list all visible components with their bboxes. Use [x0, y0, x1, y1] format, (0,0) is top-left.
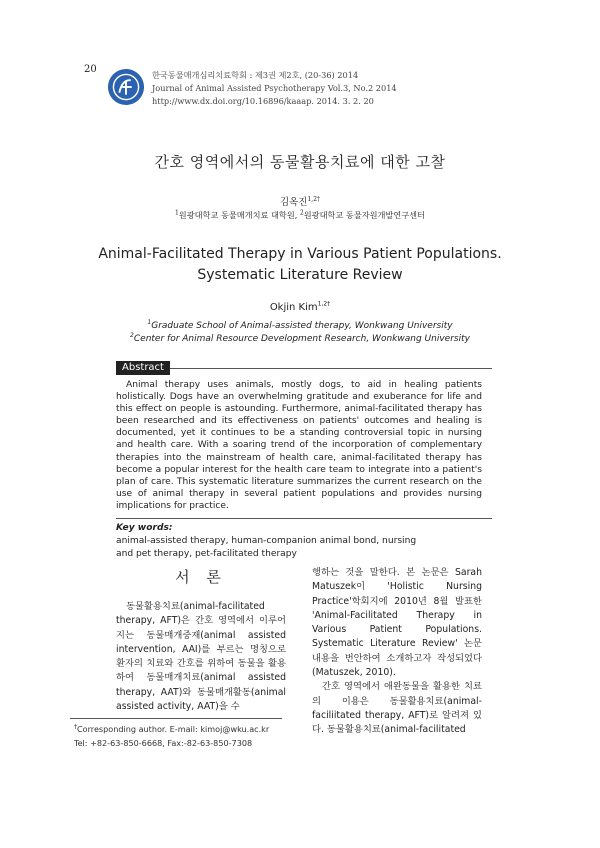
journal-header	[152, 69, 397, 108]
english-aff2-text: Center for Animal Resource Development Research, Wonkwang University	[133, 334, 470, 344]
abstract-label: Abstract	[116, 361, 170, 375]
korean-aff2: 원광대학교 동물자원개발연구센터	[303, 210, 426, 220]
korean-author-sup: 1,2†	[307, 195, 321, 203]
column2-paragraph2: 간호 영역에서 애완동물을 활용한 치료의 이용은 동물활용치료(animal-faciliitated therapy, AFT)로 알려져 있다. 동물활용치료(animal-facilitated	[312, 681, 482, 736]
section-heading: 서 론	[175, 568, 227, 586]
keywords-rule	[116, 518, 492, 519]
footnote-email: Corresponding author. E-mail: kimoj@wku.ac.kr	[77, 724, 270, 734]
english-affiliation-2	[0, 333, 600, 346]
journal-logo	[107, 68, 145, 106]
keywords	[116, 522, 492, 561]
column1-paragraph: 동물활용치료(animal-facilitated therapy, AFT)은 간호 영역에서 이루어지는 동물매개중재(animal assisted intervention, AAI)를 부르는 명칭으로 환자의 치료와 간호를 위하여 동물을 활용하여 동물매개치료(animal assisted therapy, AAT)와 동물매개활동(animal assisted activity, AAT)을 수	[116, 601, 286, 713]
english-author-sup: 1,2†	[317, 300, 331, 308]
english-aff1-sup: 1	[147, 319, 152, 326]
keywords-text: animal-assisted therapy, human-companion animal bond, nursing and pet therapy, pet-facilitated therapy	[116, 536, 417, 559]
footnote-line1	[74, 722, 269, 736]
korean-aff1: 원광대학교 동물매개치료 대학원,	[178, 210, 300, 220]
footnote	[74, 722, 269, 750]
english-affiliations	[0, 320, 600, 346]
journal-header-line2: Journal of Animal Assisted Psychotherapy Vol.3, No.2 2014	[152, 83, 397, 93]
footnote-mark: †	[74, 723, 77, 731]
english-title-line1: Animal-Facilitated Therapy in Various Patient Populations.	[98, 246, 502, 262]
journal-header-doi: http://www.dx.doi.org/10.16896/kaaap. 2014. 3. 2. 20	[152, 96, 374, 106]
korean-author	[0, 194, 600, 208]
english-author	[0, 302, 600, 313]
english-author-name: Okjin Kim	[269, 302, 318, 313]
column2-paragraph1: 행하는 것을 말한다. 본 논문은 Sarah Matuszek이 'Holistic Nursing Practice'학회지에 2010년 8월 발표한 'Animal-Facilitated Therapy in Various Patient Populations. Systematic Literature Review' 논문 내용을 번안하여 소개하고자 작성되었다(Matuszek, 2010).	[312, 567, 482, 679]
korean-aff-sup2: 2	[299, 209, 304, 217]
english-aff2-sup: 2	[130, 332, 134, 339]
page-number: 20	[84, 64, 97, 75]
column2	[312, 566, 482, 738]
english-title-line2: Systematic Literature Review	[197, 267, 403, 283]
korean-title: 간호 영역에서의 동물활용치료에 대한 고찰	[154, 153, 446, 171]
footnote-line2: Tel: +82-63-850-6668, Fax:-82-63-850-7308	[74, 738, 253, 748]
korean-author-name: 김옥진	[279, 197, 308, 208]
english-title	[60, 244, 540, 286]
journal-header-line1: 한국동물매개심리치료학회 : 제3권 제2호, (20-36) 2014	[152, 70, 359, 80]
english-affiliation-1	[0, 320, 600, 333]
english-aff1-text: Graduate School of Animal-assisted therapy, Wonkwang University	[151, 321, 453, 331]
korean-affiliation	[0, 210, 600, 221]
abstract-rule	[166, 368, 492, 369]
footnote-rule	[70, 718, 282, 719]
keywords-label: Key words:	[116, 523, 173, 533]
korean-aff-sup1: 1	[174, 209, 179, 217]
abstract-text: Animal therapy uses animals, mostly dogs, to aid in healing patients holistically. Dogs have an overwhelming gratitude and exuberance for life and this effect on people is astounding. Furthermore, animal-facilitated therapy has been researched and its effectiveness on patients' outcomes and healing is documented, yet it continues to be a standing controversial topic in nursing and health care. With a soaring trend of the incorporation of complementary therapies into the mainstream of health care, animal-facilitated therapy has become a popular interest for the health care team to integrate into a patient's plan of care. This systematic literature summarizes the current research on the use of animal therapy in several patient populations and provides nursing implications for practice.	[116, 380, 482, 511]
